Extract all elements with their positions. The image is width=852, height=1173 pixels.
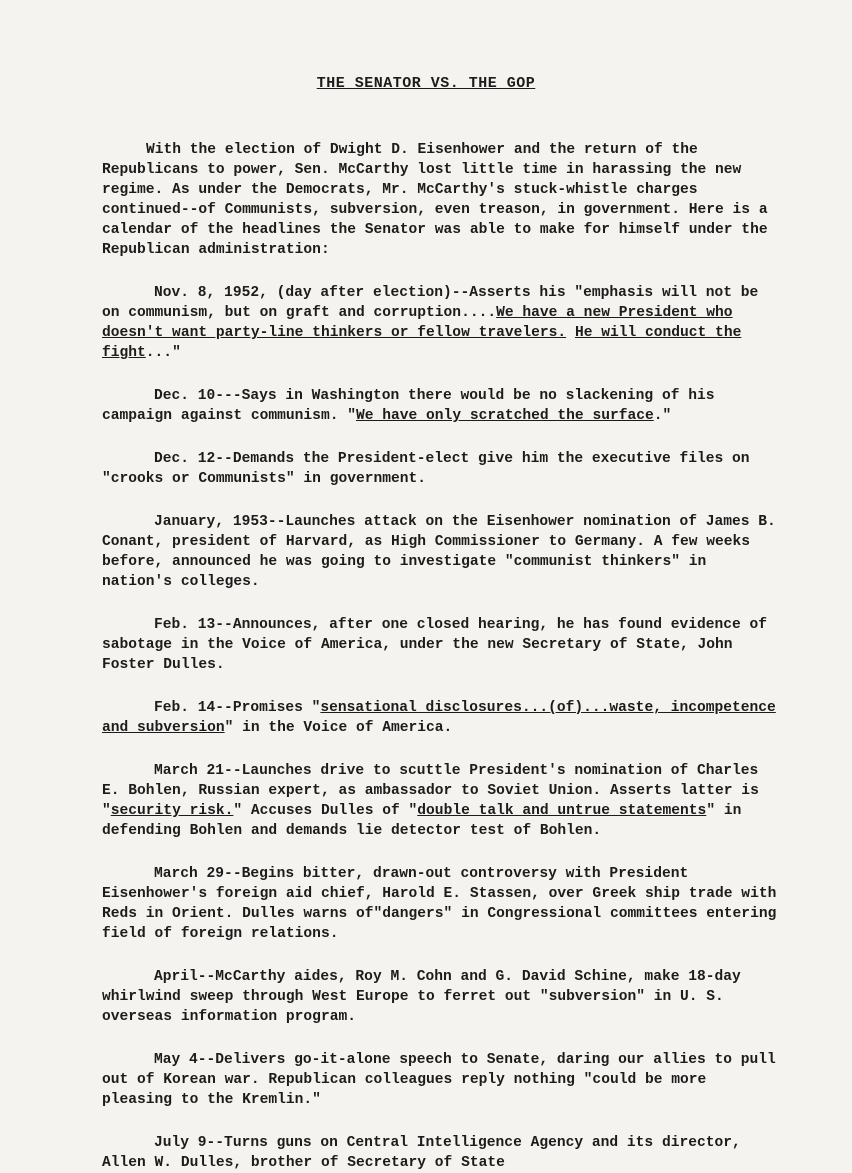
intro-paragraph: With the election of Dwight D. Eisenhower and the return of the Republicans to power, Sen. McCarthy lost little time in harassing the new regime. As under the Democrats, Mr. McCarthy's stuck-whistle charges continued--of Communists, subversion, even treason, in government. Here is a calendar of the headlines the Senator was able to make for himself under the Republican administration: — [102, 142, 768, 258]
entry-text: March 29--Begins bitter, drawn-out controversy with President Eisenhower's foreign aid chief, Harold E. Stassen, over Greek ship trade with Reds in Orient. Dulles warns of"dangers" in Congressional committees entering field of foreign relations. — [102, 866, 777, 942]
entry-text: Feb. 13--Announces, after one closed hearing, he has found evidence of sabotage in the Voice of America, under the new Secretary of State, John Foster Dulles. — [102, 617, 768, 673]
entry-text: January, 1953--Launches attack on the Eisenhower nomination of James B. Conant, president of Harvard, as High Commissioner to Germany. A few weeks before, announced he was going to investigate "communist thinkers" in nation's colleges. — [102, 514, 776, 590]
underlined-quote: sensational disclosures...(of)...waste, incompetence and subversion — [102, 700, 776, 736]
entry-text: April--McCarthy aides, Roy M. Cohn and G. David Schine, make 18-day whirlwind sweep through West Europe to ferret out "subversion" in U. S. overseas information program. — [102, 969, 741, 1025]
calendar-entry — [102, 864, 777, 944]
calendar-entry — [102, 512, 777, 592]
entry-text: July 9--Turns guns on Central Intelligence Agency and its director, Allen W. Dulles, brother of Secretary of State — [102, 1135, 741, 1171]
document-body — [102, 140, 777, 1173]
entry-text: May 4--Delivers go-it-alone speech to Senate, daring our allies to pull out of Korean war. Republican colleagues reply nothing "could be more pleasing to the Kremlin." — [102, 1052, 776, 1108]
calendar-entry — [102, 615, 777, 675]
calendar-entry — [102, 698, 777, 738]
calendar-entry — [102, 283, 777, 363]
underlined-quote: double talk and untrue statements — [417, 803, 707, 819]
entry-text: ." — [653, 408, 672, 424]
calendar-entry — [102, 1133, 777, 1173]
document-title: THE SENATOR VS. THE GOP — [316, 75, 536, 92]
underlined-quote: We have only scratched the surface — [355, 408, 654, 424]
entry-text: " Accuses Dulles of " — [233, 803, 418, 819]
calendar-entry — [102, 1050, 777, 1110]
calendar-entry — [102, 967, 777, 1027]
entry-text: Feb. 14--Promises " — [154, 700, 321, 716]
underlined-quote: We have a new President who doesn't want party-line thinkers or fellow travelers. — [102, 305, 733, 341]
entry-text: Dec. 10---Says in Washington there would be no slackening of his campaign against communism. " — [102, 388, 715, 424]
underlined-quote: He will conduct the fight — [102, 325, 742, 361]
entry-text: " in defending Bohlen and demands lie detector test of Bohlen. — [102, 803, 742, 839]
entry-text — [566, 325, 575, 341]
calendar-entry — [102, 761, 777, 841]
calendar-entry — [102, 386, 777, 426]
entry-text: ..." — [145, 345, 181, 361]
underlined-quote: security risk. — [110, 803, 234, 819]
entry-text: Dec. 12--Demands the President-elect give him the executive files on "crooks or Communists" in government. — [102, 451, 750, 487]
calendar-entries — [102, 283, 777, 1173]
entry-text: Nov. 8, 1952, (day after election)--Asserts his "emphasis will not be on communism, but on graft and corruption.... — [102, 285, 759, 321]
entry-text: March 21--Launches drive to scuttle President's nomination of Charles E. Bohlen, Russian expert, as ambassador to Soviet Union. Asserts latter is " — [102, 763, 759, 819]
entry-text: " in the Voice of America. — [224, 720, 453, 736]
calendar-entry — [102, 449, 777, 489]
